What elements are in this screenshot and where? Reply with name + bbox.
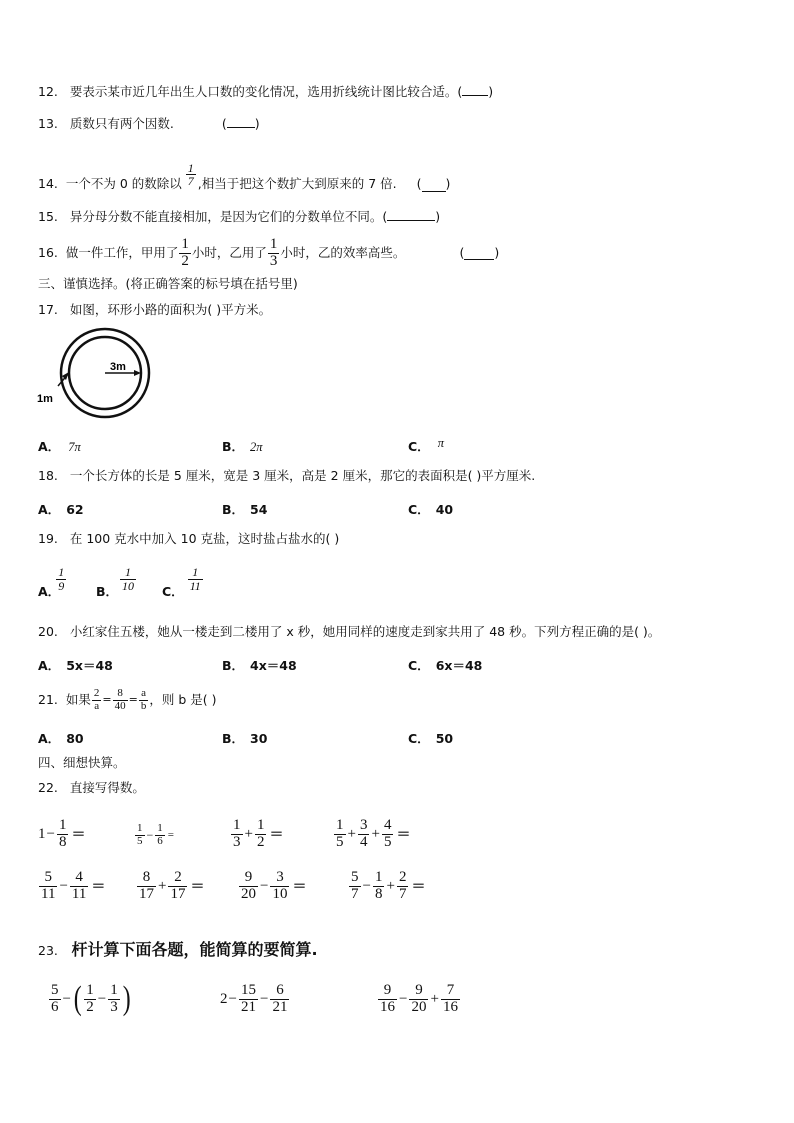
question-14: 14. 一个不为 0 的数除以 $\frac{1}{7}$ ,相当于把这个数扩大到原来的 7 倍. ( ) (38, 160, 451, 191)
option-c[interactable]: C． $\frac{1}{11}$ (162, 565, 201, 600)
option-a[interactable]: A． 7π (38, 439, 81, 454)
question-text: 做一件工作，甲用了 (65, 245, 179, 260)
question-number: 22. (38, 780, 58, 795)
calc-item[interactable]: $\frac{5}{6}$ − ( $\frac{1}{2}$ − $\frac{1}{3}$ ) (51, 980, 131, 1017)
question-16: 16. 做一件工作，甲用了 $\frac{1}{2}$ 小时，乙用了 $\frac{1}{3}$ 小时，乙的效率高些。 ( ) (38, 235, 500, 269)
question-number: 15. (38, 209, 58, 224)
question-text: 杆计算下面各题，能简算的要简算. (71, 940, 318, 959)
question-20 (38, 624, 660, 640)
calc-item[interactable]: $\frac{5}{11}$ − $\frac{4}{11}$ ＝ (41, 868, 106, 902)
answer-blank[interactable] (387, 208, 435, 221)
option-a[interactable]: A． 5x＝48 (38, 658, 113, 673)
inner-radius-label: 3m (110, 361, 126, 373)
calc-item[interactable]: $\frac{9}{20}$ − $\frac{3}{10}$ ＝ (241, 868, 307, 902)
question-23 (38, 937, 318, 960)
option-c[interactable]: C． 6x＝48 (408, 658, 483, 673)
question-17 (38, 302, 271, 318)
section-heading: 四、细想快算。 (38, 755, 126, 770)
fraction: $\frac{8}{40}$ (114, 686, 126, 712)
calc-item[interactable]: $\frac{1}{3}$ + $\frac{1}{2}$ ＝ (233, 816, 284, 850)
question-text: 小红家住五楼，她从一楼走到二楼用了 x 秒，她用同样的速度走到家共用了 48 秒。下列方程正确的是( )。 (69, 624, 661, 639)
question-22 (38, 780, 145, 796)
question-text: 质数只有两个因数. (69, 116, 174, 131)
question-text: 在 100 克水中加入 10 克盐，这时盐占盐水的( ) (69, 531, 340, 546)
calc-item[interactable]: $\frac{5}{7}$ − $\frac{1}{8}$ + $\frac{2}{7}$ ＝ (351, 868, 426, 902)
option-c[interactable]: C． 50 (408, 731, 454, 746)
question-18 (38, 468, 535, 484)
question-number: 19. (38, 531, 58, 546)
option-b[interactable]: B． 54 (222, 502, 268, 517)
section-heading: 三、谨慎选择。(将正确答案的标号填在括号里) (38, 276, 298, 291)
fraction: $\frac{a}{b}$ (140, 686, 147, 712)
answer-blank[interactable] (227, 115, 255, 128)
option-b[interactable]: B． 2π (222, 439, 263, 454)
fraction: $\frac{2}{a}$ (93, 686, 100, 712)
option-a[interactable]: A． 62 (38, 502, 84, 517)
option-a[interactable]: A． $\frac{1}{9}$ (38, 565, 65, 600)
calc-item[interactable]: $\frac{8}{17}$ + $\frac{2}{17}$ ＝ (139, 868, 205, 902)
calc-item[interactable]: $\frac{1}{5}$ + $\frac{3}{4}$ + $\frac{4}{5}$ ＝ (336, 816, 411, 850)
question-12: 12. 要表示某市近几年出生人口数的变化情况，选用折线统计图比较合适。( ) (38, 84, 494, 99)
question-text: 一个长方体的长是 5 厘米，宽是 3 厘米，高是 2 厘米，那它的表面积是( )平方厘米. (69, 468, 536, 483)
question-text: 一个不为 0 的数除以 (65, 176, 182, 191)
question-text: 要表示某市近几年出生人口数的变化情况，选用折线统计图比较合适。( (69, 84, 463, 99)
question-text: 异分母分数不能直接相加，是因为它们的分数单位不同。( (69, 209, 388, 224)
question-number: 21. (38, 692, 58, 707)
calc-item[interactable]: $\frac{1}{5}$ − $\frac{1}{6}$ = (137, 821, 174, 847)
question-number: 18. (38, 468, 58, 483)
option-b[interactable]: B． 4x＝48 (222, 658, 297, 673)
calc-item[interactable]: $\frac{9}{16}$ − $\frac{9}{20}$ + $\frac{7}{16}$ (380, 981, 458, 1015)
question-number: 20. (38, 624, 58, 639)
option-b[interactable]: B． 30 (222, 731, 268, 746)
option-c[interactable]: C． 40 (408, 502, 454, 517)
question-number: 14. (38, 176, 58, 191)
question-21: 21. 如果 $\frac{2}{a}$ = $\frac{8}{40}$ = $\frac{a}{b}$ ，则 b 是( ) (38, 686, 217, 712)
question-number: 12. (38, 84, 58, 99)
calc-item[interactable]: 2 − $\frac{15}{21}$ − $\frac{6}{21}$ (220, 981, 288, 1015)
ring-width-label: 1m (37, 393, 53, 405)
question-text: 直接写得数。 (69, 780, 145, 795)
fraction: $\frac{1}{3}$ (269, 235, 278, 269)
answer-blank[interactable] (462, 83, 488, 96)
option-c[interactable]: C． π (408, 436, 444, 454)
option-a[interactable]: A． 80 (38, 731, 84, 746)
question-number: 16. (38, 245, 58, 260)
fraction: $\frac{1}{7}$ (187, 160, 194, 189)
option-b[interactable]: B． $\frac{1}{10}$ (96, 565, 135, 600)
question-text: 如图，环形小路的面积为( )平方米。 (69, 302, 272, 317)
question-number: 13. (38, 116, 58, 131)
answer-blank[interactable] (464, 247, 494, 260)
question-13: 13. 质数只有两个因数. ( ) (38, 116, 260, 131)
fraction: $\frac{1}{2}$ (181, 235, 189, 269)
ring-path-figure (36, 326, 156, 421)
question-15: 15. 异分母分数不能直接相加，是因为它们的分数单位不同。( ) (38, 209, 441, 224)
question-19 (38, 531, 339, 547)
answer-blank[interactable] (422, 179, 446, 192)
question-text: 如果 (65, 692, 91, 707)
question-number: 17. (38, 302, 58, 317)
calc-item[interactable]: 1 − $\frac{1}{8}$ ＝ (38, 816, 86, 850)
question-number: 23. (38, 943, 58, 958)
